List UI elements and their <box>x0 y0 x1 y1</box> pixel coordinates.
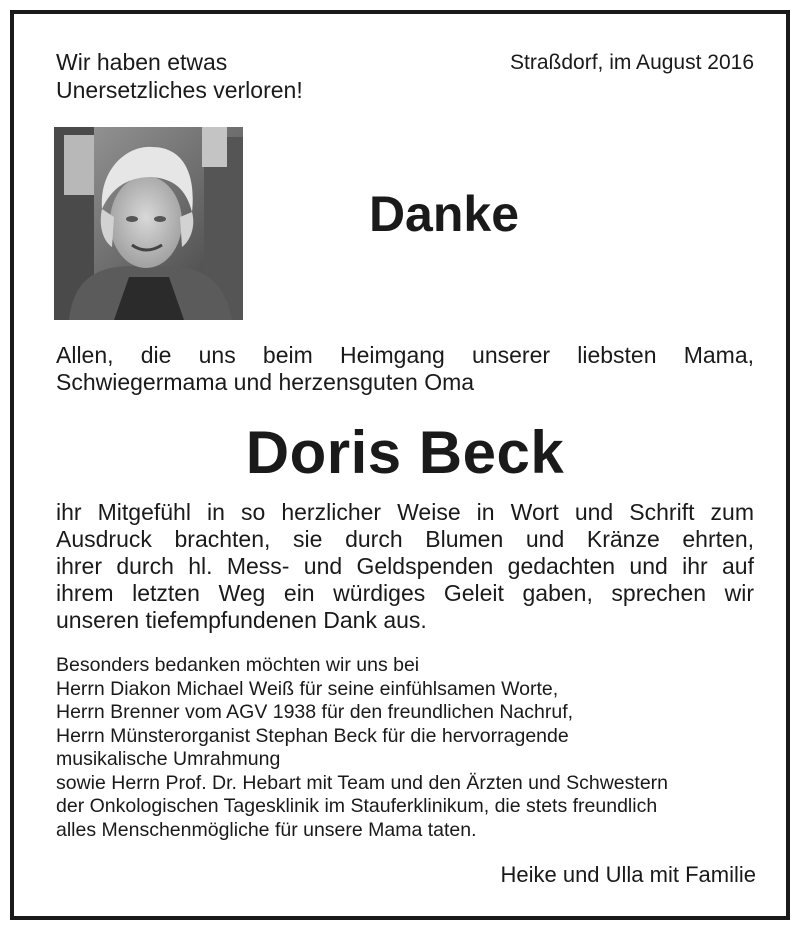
thanks-line: sowie Herrn Prof. Dr. Hebart mit Team und den Ärzten und Schwestern <box>56 771 669 794</box>
dedication-line-1: Allen, die uns beim Heimgang unserer liebsten Mama, <box>56 342 754 368</box>
dedication-line-2: Schwiegermama und herzensguten Oma <box>56 369 475 395</box>
special-thanks <box>56 654 766 842</box>
body-text <box>56 499 754 634</box>
body-line: ihrer durch hl. Mess- und Geldspenden gedachten und ihr auf <box>56 553 754 579</box>
lead-line-2: Unersetzliches verloren! <box>56 77 303 103</box>
portrait-photo <box>54 127 243 320</box>
signature: Heike und Ulla mit Familie <box>500 862 756 887</box>
thanks-line: Herrn Brenner vom AGV 1938 für den freundlichen Nachruf, <box>56 701 574 723</box>
body-line: Ausdruck brachten, sie durch Blumen und Kränze ehrten, <box>56 526 754 552</box>
body-line: ihrem letzten Weg ein würdiges Geleit gaben, sprechen wir <box>56 580 754 606</box>
deceased-name: Doris Beck <box>245 419 565 486</box>
thanks-line: alles Menschenmögliche für unsere Mama taten. <box>56 818 477 841</box>
dateline: Straßdorf, im August 2016 <box>510 51 754 74</box>
thanks-line: Herrn Diakon Michael Weiß für seine einfühlsamen Worte, <box>56 677 559 700</box>
heading-danke: Danke <box>368 186 520 242</box>
thanks-line: Besonders bedanken möchten wir uns bei <box>56 654 420 676</box>
portrait-photo-icon <box>54 127 243 320</box>
body-line: ihr Mitgefühl in so herzlicher Weise in Wort und Schrift zum <box>56 499 754 525</box>
lead-line-1: Wir haben etwas <box>56 49 228 75</box>
dedication-text <box>56 342 754 396</box>
lead-text <box>56 48 303 104</box>
thanks-line: musikalische Umrahmung <box>56 748 281 770</box>
thanks-line: der Onkologischen Tagesklinik im Stauferklinikum, die stets freundlich <box>56 795 658 817</box>
body-line: unseren tiefempfundenen Dank aus. <box>56 607 427 633</box>
thanks-line: Herrn Münsterorganist Stephan Beck für die hervorragende <box>56 724 569 747</box>
notice-frame <box>10 10 790 920</box>
